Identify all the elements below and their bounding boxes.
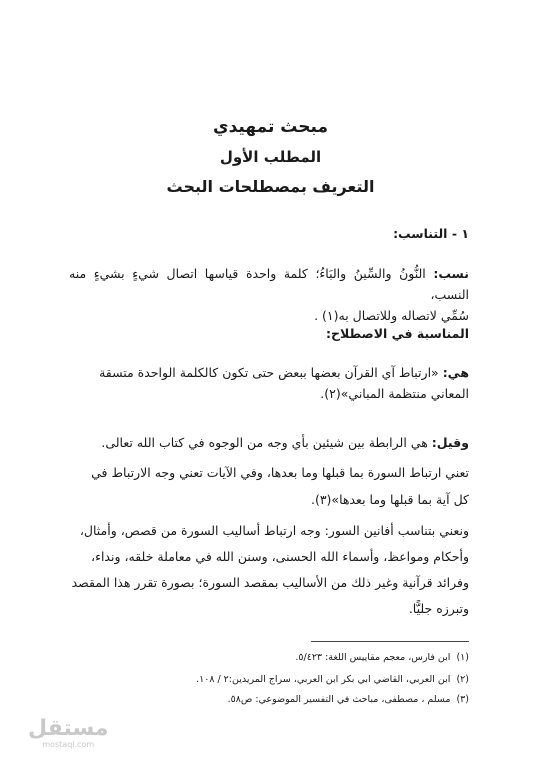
- paragraph-alternate-definition: [69, 432, 469, 453]
- watermark-logo: [28, 718, 108, 750]
- paragraph-text: النُّونُ والسِّينُ والبَاءُ؛ كلمة واحدة قياسها اتصال شيءٍ بشيءٍ منه النسب،: [69, 266, 469, 302]
- page-title: مبحث تمهيدي: [213, 117, 328, 137]
- section-subtitle: التعريف بمصطلحات البحث: [166, 177, 375, 196]
- footnote-number: (٣): [456, 694, 469, 705]
- paragraph-meaning: [69, 462, 469, 510]
- footnote-1: [69, 651, 469, 665]
- paragraph-nasab: [69, 263, 469, 326]
- term-label: نسب:: [433, 266, 469, 281]
- term-label: وقيل:: [431, 435, 469, 450]
- paragraph-line: [69, 432, 469, 453]
- footnote-text: مسلم ، مصطفى، مباحث في التفسير الموضوعي: ص٥٨.: [227, 694, 451, 705]
- footnote-2: [69, 673, 469, 687]
- term-label: هي:: [442, 365, 469, 380]
- paragraph-line: ونعني بتناسب أفانين السور: وجه ارتباط أساليب السورة من قصص، وأمثال،: [79, 523, 469, 538]
- paragraph-line: وتبرزه جليًّا.: [408, 601, 469, 616]
- paragraph-line: المعاني منتظمة المباني»(٢).: [320, 386, 469, 401]
- section-heading: المطلب الأول: [219, 148, 322, 166]
- paragraph-line: [69, 263, 469, 305]
- paragraph-afanin: [69, 518, 469, 622]
- footnote-number: (٢): [456, 674, 469, 685]
- footnote-text: ابن فارس، معجم مقاييس اللغة: ٥/٤٢٣.: [295, 652, 451, 663]
- paragraph-line: وفرائد قرآنية وغير ذلك من الأساليب بمقصد السورة؛ بصورة تقرر هذا المقصد: [71, 575, 469, 590]
- footnote-separator: [311, 641, 469, 642]
- watermark-brand: مستقل: [28, 716, 109, 741]
- paragraph-line: سُمِّي لاتصاله وللاتصال به(١) .: [314, 308, 469, 323]
- footnote-number: (١): [456, 652, 469, 663]
- paragraph-line: [69, 362, 469, 383]
- paragraph-line: تعني ارتباط السورة بما قبلها وما بعدها، وفي الآيات تعني وجه الارتباط في: [91, 465, 469, 480]
- item-1-title: ١ - التناسب:: [393, 226, 469, 241]
- heading-block: [0, 112, 541, 202]
- footnote-3: [69, 693, 469, 707]
- section-istilah-title: المناسبة في الاصطلاح:: [325, 326, 469, 341]
- watermark-domain: mostaql.com: [42, 740, 95, 749]
- paragraph-line: وأحكام ومواعظ، وأسماء الله الحسنى، وسنن الله في معاملة خلقه، ونداء،: [91, 549, 469, 564]
- paragraph-text: «ارتباط آي القرآن بعضها ببعض حتى تكون كالكلمة الواحدة متسقة: [99, 365, 439, 380]
- footnote-text: ابن العربي، القاضي ابي بكر ابن العربي، سراج المريدين:٢ / ١٠٨.: [196, 674, 451, 685]
- paragraph-definition: [69, 362, 469, 404]
- paragraph-line: كل آية بما قبلها وما بعدها»(٣).: [310, 492, 469, 507]
- paragraph-text: هي الرابطة بين شيئين بأي وجه من الوجوه في كتاب الله تعالى.: [101, 435, 428, 450]
